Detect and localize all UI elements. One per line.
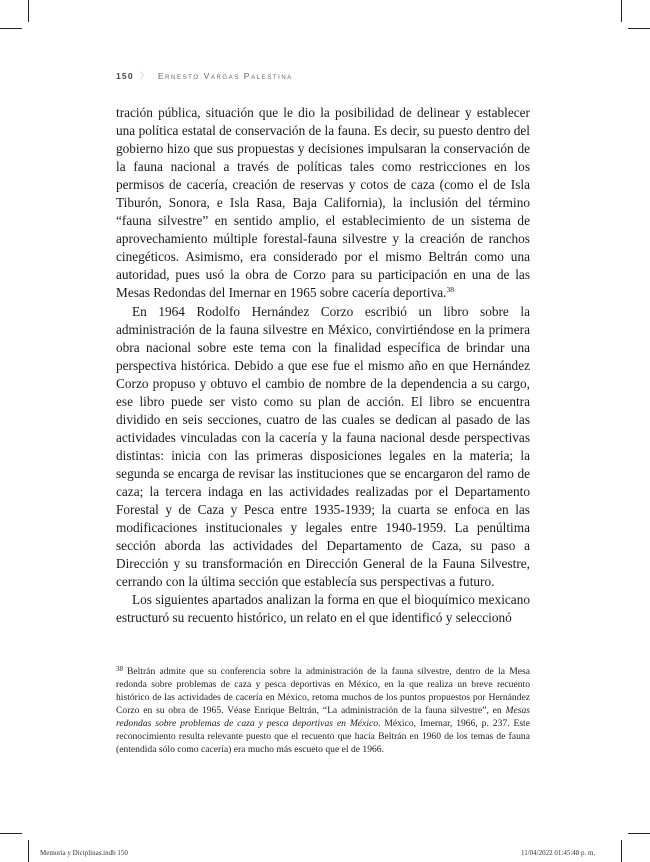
- running-head-author: Ernesto Vargas Palestina: [157, 71, 293, 81]
- crop-mark-right-bottom: [628, 833, 650, 834]
- slug-file: Memoria y Diciplinas.indb 150: [40, 849, 128, 857]
- crop-mark-top-right: [621, 0, 622, 22]
- paragraph-1-text: tración pública, situación que le dio la posibilidad de delinear y establecer una política estatal de conservación de la fauna. Es decir, su puesto dentro del gobierno hizo que sus propuestas y decisiones impulsaran la conservación de la fauna nacional a través de políticas tales como restricciones en los permisos de cacería, creación de reservas y cotos de caza (como el de Isla Tiburón, Sonora, e Isla Rasa, Baja California), la inclusión del término “fauna silvestre” en sentido amplio, el establecimiento de un sistema de aprovechamiento múltiple forestal-fauna silvestre y la creación de ranchos cinegéticos. Asimismo, era considerado por el mismo Beltrán como una autoridad, pues usó la obra de Corzo para su participación en una de las Mesas Redondas del Imernar en 1965 sobre cacería deportiva.: [116, 105, 530, 301]
- crop-mark-left-bottom: [0, 833, 22, 834]
- page-number: 150: [116, 71, 134, 81]
- footnote-reference[interactable]: 38: [446, 285, 454, 295]
- paragraph-3: Los siguientes apartados analizan la forma en que el bioquímico mexicano estructuró su recuento histórico, un relato en el que identificó y seleccionó: [116, 592, 530, 626]
- footnote-text-1: Beltrán admite que su conferencia sobre la administración de la fauna silvestre, dentro de la Mesa redonda sobre problemas de caza y pesca deportivas en México, en la que realiza un breve recuento histórico de las actividades de cacería en México, retoma muchos de los puntos propuestos por Hernández Corzo en su obra de 1965. Véase Enrique Beltrán, “La administración de la fauna silvestre”, en: [116, 666, 530, 716]
- crop-mark-bottom-right: [621, 840, 622, 862]
- footnote-text-2: . México, Imernar, 1966, p. 237. Este reconocimiento resulta relevante puesto que el recuento que hacía Beltrán en 1960 de los temas de fauna (entendida sólo como cacería) era mucho más escueto que el de 1966.: [116, 718, 530, 755]
- footnote-number: 38: [116, 665, 123, 673]
- running-head: [116, 70, 293, 82]
- body-text: [116, 104, 530, 627]
- paragraph-1: [116, 104, 530, 303]
- crop-mark-right-top: [628, 28, 650, 29]
- running-head-separator: 〉: [139, 71, 150, 81]
- footnote-book-title: Mesas redondas sobre problemas de caza y pesca deportivas en México: [116, 705, 530, 729]
- crop-mark-top-left: [28, 0, 29, 22]
- crop-mark-left-top: [0, 28, 22, 29]
- paragraph-2: En 1964 Rodolfo Hernández Corzo escribió un libro sobre la administración de la fauna silvestre en México, convirtiéndose en la primera obra nacional sobre este tema con la finalidad específica de brindar una perspectiva histórica. Debido a que ese fue el mismo año en que Hernández Corzo propuso y obtuvo el cambio de nombre de la dependencia a su cargo, ese libro puede ser visto como su plan de acción. El libro se encuentra dividido en seis secciones, cuatro de las cuales se dedican al pasado de las actividades vinculadas con la cacería y la fauna nacional desde perspectivas distintas: inicia con las primeras disposiciones legales en la materia; la segunda se encarga de revisar las instituciones que se encargaron del ramo de caza; la tercera indaga en las actividades realizadas por el Departamento Forestal y de Caza y Pesca entre 1935-1939; la cuarta se enfoca en las modificaciones institucionales y legales entre 1940-1959. La penúltima sección aborda las actividades del Departamento de Caza, su paso a Dirección y su transformación en Dirección General de la Fauna Silvestre, cerrando con la última sección que establecía sus perspectivas a futuro.: [116, 303, 530, 590]
- crop-mark-bottom-left: [28, 840, 29, 862]
- footnote: [116, 665, 530, 756]
- slug-timestamp: 11/04/2022 01:45:48 p. m.: [521, 849, 596, 857]
